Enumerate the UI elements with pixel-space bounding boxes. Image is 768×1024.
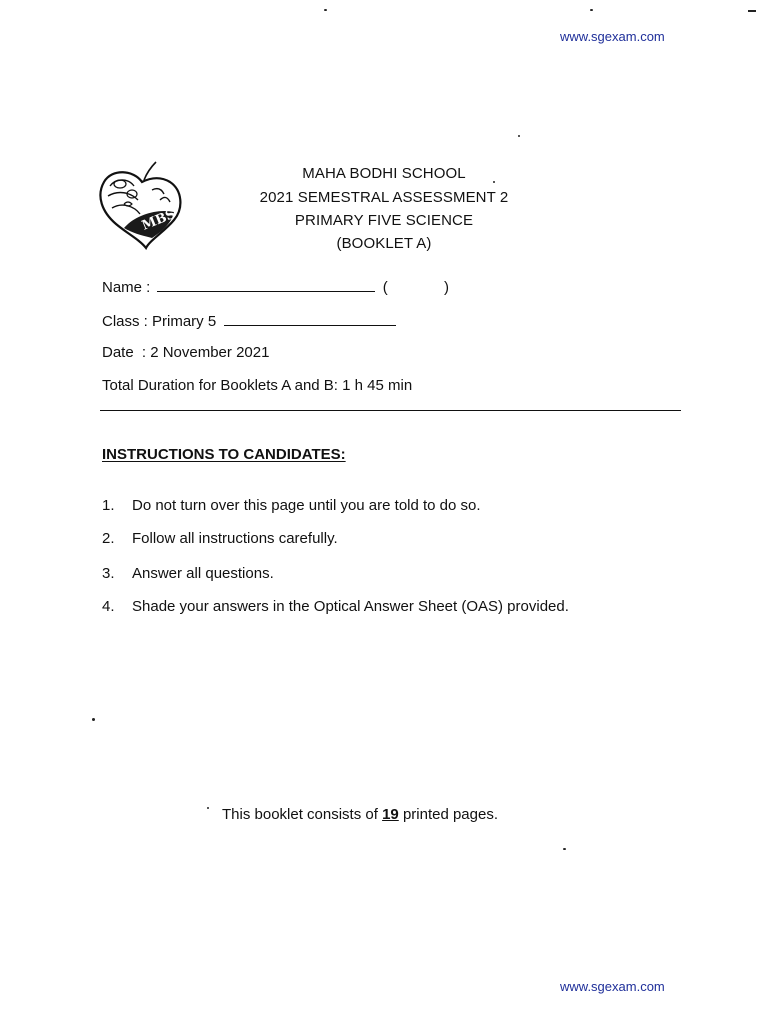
class-label: Class : Primary 5 [102,313,217,330]
instruction-item [102,565,274,582]
page-count-prefix: This booklet consists of [222,806,378,823]
instruction-number: 3. [102,565,115,582]
index-paren-close: ) [444,279,450,296]
instruction-number: 4. [102,598,115,615]
divider-line [100,410,681,411]
date-value: : 2 November 2021 [141,344,270,361]
name-label: Name : [102,279,151,296]
page-count-number: 19 [382,806,399,823]
scan-speck [92,718,95,721]
scan-speck [518,135,520,137]
instruction-text: Follow all instructions carefully. [132,530,338,547]
name-field [102,277,449,296]
date-field [102,344,269,361]
scan-speck [563,848,566,850]
instruction-text: Do not turn over this page until you are told to do so. [132,497,481,514]
page-count-suffix: printed pages. [402,806,499,823]
svg-text:MBS: MBS [139,206,178,234]
watermark-bottom[interactable]: www.sgexam.com [560,979,665,994]
scan-speck [324,9,327,11]
watermark-top[interactable]: www.sgexam.com [560,29,665,44]
instruction-item [102,530,338,547]
instruction-item [102,598,569,615]
instruction-item [102,497,481,514]
total-duration: Total Duration for Booklets A and B: 1 h 45 min [102,377,413,394]
page-count-note [222,806,498,823]
scan-speck [748,10,756,12]
subject-title: PRIMARY FIVE SCIENCE [294,212,474,229]
index-blank[interactable] [392,278,440,292]
instructions-heading: INSTRUCTIONS TO CANDIDATES: [102,446,346,463]
scan-speck [207,807,209,809]
date-label: Date [102,344,134,361]
name-blank[interactable] [157,277,375,292]
assessment-title: 2021 SEMESTRAL ASSESSMENT 2 [259,189,509,206]
instruction-number: 1. [102,497,115,514]
index-paren-open: ( [382,279,388,296]
class-field [102,311,396,330]
scan-speck [590,9,593,11]
instruction-text: Answer all questions. [132,565,274,582]
instruction-number: 2. [102,530,115,547]
school-name: MAHA BODHI SCHOOL [302,165,466,182]
class-blank[interactable] [224,311,396,326]
booklet-label: (BOOKLET A) [336,235,432,252]
instruction-text: Shade your answers in the Optical Answer Sheet (OAS) provided. [132,598,569,615]
